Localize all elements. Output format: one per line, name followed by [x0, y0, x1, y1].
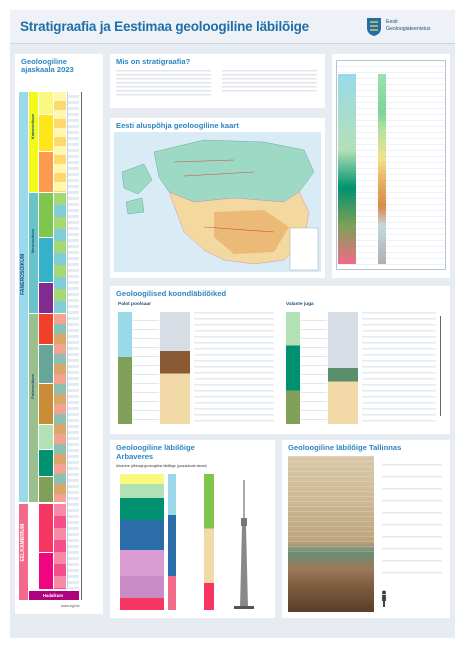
intro-text-block-1	[116, 70, 211, 98]
period-permian	[39, 314, 53, 344]
coat-of-arms-icon	[366, 17, 382, 37]
period-carboniferous	[39, 345, 53, 383]
timescale-panel	[15, 54, 103, 614]
period-triassic	[39, 283, 53, 313]
intro-panel	[110, 54, 325, 108]
arbavere-title-line-2: Arbaveres	[116, 452, 154, 461]
stage-column	[67, 92, 79, 589]
epoch-strip-2	[54, 193, 66, 313]
intro-title: Mis on stratigraafia?	[116, 57, 191, 66]
eon-phanerozoic	[19, 92, 28, 502]
valaste-subtitle: Valaste juga	[286, 302, 314, 307]
arbavere-lithology-bar	[204, 474, 214, 610]
timescale-title-line-2: ajaskaala 2023	[21, 65, 74, 74]
legend-left-col	[338, 74, 356, 264]
org-line-2: Geoloogiateenistus	[386, 26, 431, 32]
header	[10, 10, 455, 44]
sections-panel	[110, 286, 450, 434]
period-cambrian	[39, 477, 53, 502]
mesozoic-label: Mesosoikum	[30, 229, 35, 254]
age-scale-line	[81, 92, 82, 600]
valaste-lithology	[328, 312, 358, 424]
palot-stage-column	[133, 312, 159, 424]
palot-strat-column	[118, 312, 132, 424]
period-silurian	[39, 425, 53, 449]
timescale-title-line-1: Geoloogiline	[21, 57, 67, 66]
sections-title: Geoloogilised koondläbilõiked	[116, 289, 227, 298]
period-devonian	[39, 384, 53, 424]
valaste-strat-column	[286, 312, 300, 424]
period-neogene	[39, 115, 53, 151]
tallinn-labels	[382, 464, 442, 584]
epoch-strip-4	[54, 504, 66, 589]
period-proterozoic	[39, 504, 53, 552]
organization-name	[386, 19, 430, 33]
palot-subtitle: Palot poolsaar	[118, 302, 152, 307]
timescale-title	[21, 58, 74, 74]
intro-text-block-2	[222, 70, 317, 94]
poster	[10, 10, 455, 638]
map-panel	[110, 118, 325, 278]
legend-panel	[332, 54, 450, 278]
precambrian-label: EELKAMBRIUM	[20, 524, 26, 562]
tallinn-title: Geoloogiline läbilõige Tallinnas	[288, 443, 402, 452]
map-title: Eesti aluspõhja geoloogiline kaart	[116, 121, 239, 130]
period-jurassic	[39, 238, 53, 282]
arbavere-title-line-1: Geoloogiline läbilõige	[116, 443, 195, 452]
arbavere-column-stack	[120, 474, 164, 610]
arbavere-title	[116, 443, 195, 461]
legend-color-strip	[378, 74, 386, 264]
cenozoic-label: Kainosoikum	[30, 114, 35, 140]
epoch-strip-1	[54, 92, 66, 192]
period-quaternary	[39, 92, 53, 114]
org-line-1: Eesti	[386, 19, 398, 25]
period-paleogene	[39, 152, 53, 192]
epoch-strip-3	[54, 314, 66, 502]
paleozoic-label: Paleosoikum	[30, 374, 35, 399]
timescale-footer: www.egt.ee	[61, 604, 80, 608]
phanerozoic-label: FANEROSOIKUM	[20, 254, 26, 295]
era-cenozoic	[29, 92, 38, 192]
period-ordovician	[39, 450, 53, 476]
arbavere-stage-bar	[168, 474, 176, 610]
tv-tower-icon	[232, 480, 256, 610]
arbavere-panel	[110, 440, 275, 618]
valaste-depth-scale	[440, 316, 441, 416]
period-cretaceous	[39, 193, 53, 237]
period-archean	[39, 553, 53, 589]
valaste-descriptions	[362, 312, 436, 424]
palot-lithology	[160, 312, 190, 424]
era-paleozoic	[29, 314, 38, 502]
arbavere-subtitle: Arbavere põhivaja geoloogiline läbilõige (puuraukude alusel)	[116, 464, 207, 468]
valaste-stage-column	[301, 312, 327, 424]
tallinn-panel	[282, 440, 450, 618]
person-scale-icon	[380, 590, 388, 608]
tallinn-cliff-texture	[288, 456, 374, 556]
hadean-label: Hadaikum	[43, 593, 64, 598]
poster-title: Stratigraafia ja Eestimaa geoloogiline läbilõige	[20, 19, 309, 34]
palot-descriptions	[194, 312, 274, 424]
geological-map	[114, 132, 321, 272]
